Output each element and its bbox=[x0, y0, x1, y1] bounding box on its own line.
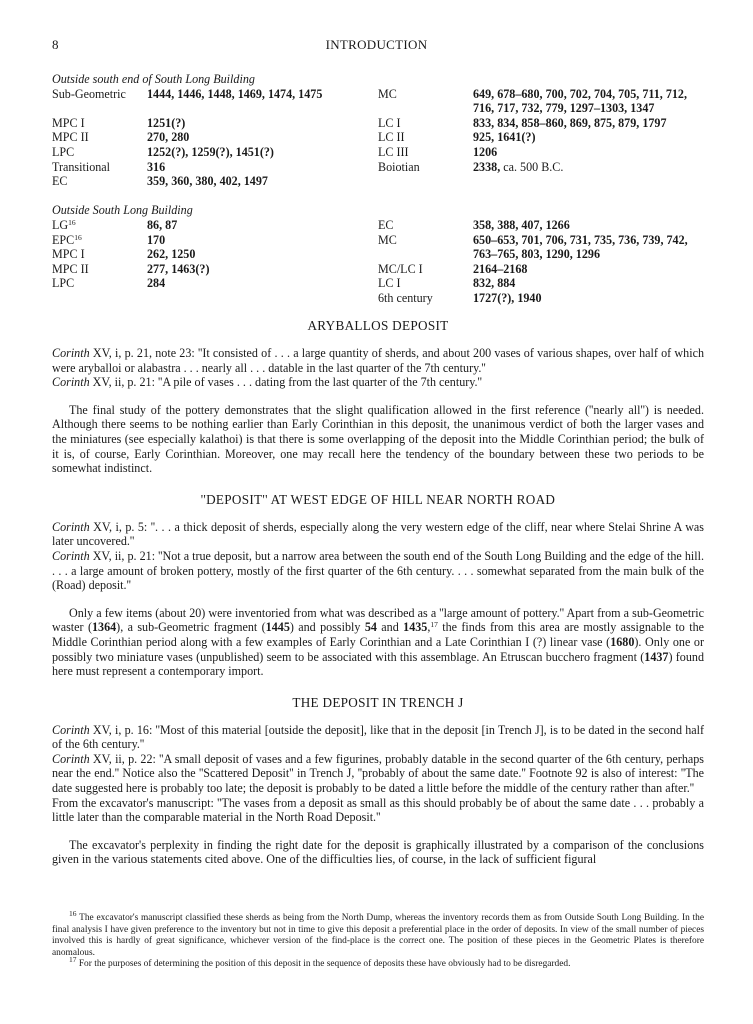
catalogue-ref: 1680 bbox=[610, 634, 635, 649]
table-row bbox=[52, 130, 378, 145]
catalogue-numbers: 1206 bbox=[473, 144, 498, 159]
catalogue-numbers: 316 bbox=[147, 159, 166, 174]
citation: Corinth XV, i, p. 16: ''Most of this material [outside the deposit], like that in the deposit [in Trench J], is to be dated in the second half of the 6th century.'' bbox=[52, 722, 704, 752]
catalogue-numbers: 358, 388, 407, 1266 bbox=[473, 217, 570, 232]
table-south-end bbox=[52, 72, 704, 189]
section-heading: ''DEPOSIT'' AT WEST EDGE OF HILL NEAR NORTH ROAD bbox=[200, 491, 556, 507]
period-label: LPC bbox=[52, 144, 75, 159]
table-row bbox=[378, 218, 704, 233]
table-row bbox=[52, 116, 378, 131]
running-head: INTRODUCTION bbox=[325, 37, 428, 52]
date-note: ca. 500 B.C. bbox=[500, 159, 564, 174]
period-label: MC bbox=[378, 86, 397, 101]
catalogue-number: 2338, bbox=[473, 159, 501, 174]
catalogue-numbers: 833, 834, 858–860, 869, 875, 879, 1797 bbox=[473, 115, 667, 130]
period-label: Transitional bbox=[52, 159, 111, 174]
period-label: MPC II bbox=[52, 130, 89, 145]
table-row bbox=[378, 116, 704, 131]
footnote-ref: 16 bbox=[74, 232, 82, 242]
table-right-col bbox=[378, 218, 704, 306]
period-label: EC bbox=[52, 174, 68, 189]
period-label: EC bbox=[378, 217, 394, 232]
catalogue-numbers: 650–653, 701, 706, 731, 735, 736, 739, 742, 763–765, 803, 1290, 1296 bbox=[473, 232, 688, 262]
catalogue-numbers: 277, 1463(?) bbox=[147, 261, 210, 276]
citation: Corinth XV, i, p. 5: ''. . . a thick deposit of sherds, especially along the very western edge of the cliff, near where Stelai Shrine A was later uncovered.'' bbox=[52, 519, 704, 549]
table-row bbox=[378, 291, 704, 306]
table-south-long bbox=[52, 203, 704, 305]
period-label: 6th century bbox=[378, 290, 433, 305]
table-row bbox=[52, 174, 378, 189]
body-paragraph: The excavator's perplexity in finding the right date for the deposit is graphically illustrated by a comparison of the conclusions given in the various statements cited above. One of the difficulties lies, of course, in the lack of sufficient figural bbox=[52, 837, 704, 867]
citation: Corinth XV, ii, p. 22: ''A small deposit of vases and a few figurines, probably datable in the second quarter of the 6th century, perhaps near the end.'' Notice also the ''Scattered Deposit'' in Trench J, ''probably of about the same date.'' Footnote 92 is also of interest: ''The date suggested here is probably too late; the deposit is probably to be dated a little before the middle of the century rather than after.'' bbox=[52, 751, 704, 796]
table-row bbox=[52, 87, 378, 102]
period-label: LC II bbox=[378, 130, 405, 145]
table-row bbox=[52, 262, 378, 277]
table-row bbox=[378, 145, 704, 160]
catalogue-numbers bbox=[473, 160, 704, 175]
period-label: LPC bbox=[52, 276, 75, 291]
table-row bbox=[378, 276, 704, 291]
catalogue-numbers: 270, 280 bbox=[147, 130, 190, 145]
period-label: LC I bbox=[378, 276, 401, 291]
footnote-ref: 16 bbox=[68, 217, 76, 227]
period-label: EPC$^{16}$ bbox=[52, 232, 82, 247]
period-label: MC bbox=[378, 232, 397, 247]
footnote-ref: 17 bbox=[430, 620, 438, 630]
table-row bbox=[52, 276, 378, 291]
table-row bbox=[52, 218, 378, 233]
catalogue-ref: 1437 bbox=[644, 649, 669, 664]
catalogue-numbers: 1444, 1446, 1448, 1469, 1474, 1475 bbox=[147, 86, 323, 101]
period-label: MPC I bbox=[52, 247, 85, 262]
catalogue-numbers: 262, 1250 bbox=[147, 247, 196, 262]
table-row bbox=[378, 87, 704, 116]
citation: From the excavator's manuscript: ''The vases from a deposit as small as this should probably be of about the same date . . . probably a little later than the comparable material in the North Road Deposit.'' bbox=[52, 795, 704, 825]
table-row bbox=[378, 233, 704, 262]
period-label: MPC II bbox=[52, 261, 89, 276]
catalogue-ref: 1364 bbox=[91, 620, 117, 635]
period-label: LC I bbox=[378, 115, 401, 130]
table-caption: Outside South Long Building bbox=[52, 203, 193, 218]
table-right-col bbox=[378, 87, 704, 189]
period-label: MPC I bbox=[52, 115, 85, 130]
citation: Corinth XV, i, p. 21, note 23: ''It consisted of . . . a large quantity of sherds, and about 200 vases of various shapes, over half of which were aryballoi or alabastra . . . nearly all . . . datable in the last quarter of the 7th century.'' bbox=[52, 346, 704, 375]
catalogue-numbers: 649, 678–680, 700, 702, 704, 705, 711, 712, 716, 717, 732, 779, 1297–1303, 1347 bbox=[473, 86, 687, 116]
catalogue-ref: 54 bbox=[364, 620, 377, 635]
section-heading: ARYBALLOS DEPOSIT bbox=[307, 318, 449, 333]
table-row bbox=[52, 233, 378, 248]
catalogue-numbers: 2164–2168 bbox=[473, 261, 528, 276]
table-left-col bbox=[52, 218, 378, 306]
table-row bbox=[52, 145, 378, 160]
period-label: Boiotian bbox=[378, 159, 420, 174]
citation: Corinth XV, ii, p. 21: ''A pile of vases . . . dating from the last quarter of the 7th century.'' bbox=[52, 375, 482, 390]
catalogue-numbers: 284 bbox=[147, 276, 166, 291]
table-caption: Outside south end of South Long Building bbox=[52, 72, 255, 86]
find-tables bbox=[52, 72, 704, 306]
section-heading: THE DEPOSIT IN TRENCH J bbox=[292, 694, 464, 710]
table-left-col bbox=[52, 87, 378, 189]
footnotes bbox=[52, 909, 704, 971]
catalogue-numbers: 925, 1641(?) bbox=[473, 130, 536, 145]
running-header bbox=[52, 38, 701, 56]
period-label: LC III bbox=[378, 144, 409, 159]
period-label: LG$^{16}$ bbox=[52, 217, 76, 232]
period-label: MC/LC I bbox=[378, 261, 423, 276]
period-label: Sub-Geometric bbox=[52, 86, 126, 101]
table-row bbox=[52, 160, 378, 175]
body-paragraph: Only a few items (about 20) were inventoried from what was described as a ''large amount of pottery.'' Apart from a sub-Geometric waster (1364), a sub-Geometric fragment (1445) and possibly 54 and 1435,17 the finds from this area are mostly assignable to the Middle Corinthian period along with a few examples of Early Corinthian and a Late Corinthian I (?) linear vase (1680). Only one or possibly two miniature vases (unpublished) seem to be associated with this assemblage. An Etruscan bucchero fragment (1437) found here must represent a contemporary import. bbox=[52, 605, 704, 679]
page-number: 8 bbox=[52, 37, 59, 52]
table-row bbox=[378, 160, 704, 175]
catalogue-ref: 1445 bbox=[265, 620, 290, 635]
catalogue-numbers: 170 bbox=[147, 232, 166, 247]
catalogue-numbers: 1727(?), 1940 bbox=[473, 290, 542, 305]
catalogue-numbers: 1252(?), 1259(?), 1451(?) bbox=[147, 144, 274, 159]
body-paragraph: The final study of the pottery demonstrates that the slight qualification allowed in the first reference (''nearly all'') is needed. Although there seems to be nothing earlier than Early Corinthian in this deposit, the unanimous verdict of both the larger vases and the miniatures (see especially kalathoi) is that there is some overlapping of the deposit into the Middle Corinthian period; the bulk of it is, of course, Early Corinthian. Moreover, one may recall here the tendency of the boundary between these two periods to be somewhat indistinct. bbox=[52, 402, 704, 476]
table-row bbox=[378, 262, 704, 277]
table-row bbox=[52, 247, 378, 262]
footnote: $^{17}$ For the purposes of determining the position of this deposit in the sequence of deposits these have obviously had to be disregarded. bbox=[69, 955, 571, 969]
catalogue-numbers: 86, 87 bbox=[147, 217, 178, 232]
footnote: $^{16}$ The excavator's manuscript classified these sherds as being from the North Dump, whereas the inventory records them as from Outside South Long Building. In the final analysis I have given preference to the inventory but not in time to give this deposit a preferential place in the order of deposits. In view of the small number of pieces involved this is hardly of great significance, whichever version of the find-place is the correct one. The position of these pieces in the Geometric Plates is therefore anomalous. bbox=[52, 909, 704, 958]
main-text bbox=[52, 318, 704, 867]
catalogue-ref: 1435 bbox=[403, 620, 428, 635]
catalogue-numbers: 359, 360, 380, 402, 1497 bbox=[147, 174, 268, 189]
table-row bbox=[378, 130, 704, 145]
citation: Corinth XV, ii, p. 21: ''Not a true deposit, but a narrow area between the south end of the South Long Building and the edge of the hill. . . . a large amount of broken pottery, mostly of the first quarter of the 6th century. . . . somewhat separated from the main bulk of the (Road) deposit.'' bbox=[52, 548, 704, 593]
catalogue-numbers: 832, 884 bbox=[473, 276, 516, 291]
catalogue-numbers: 1251(?) bbox=[147, 115, 186, 130]
